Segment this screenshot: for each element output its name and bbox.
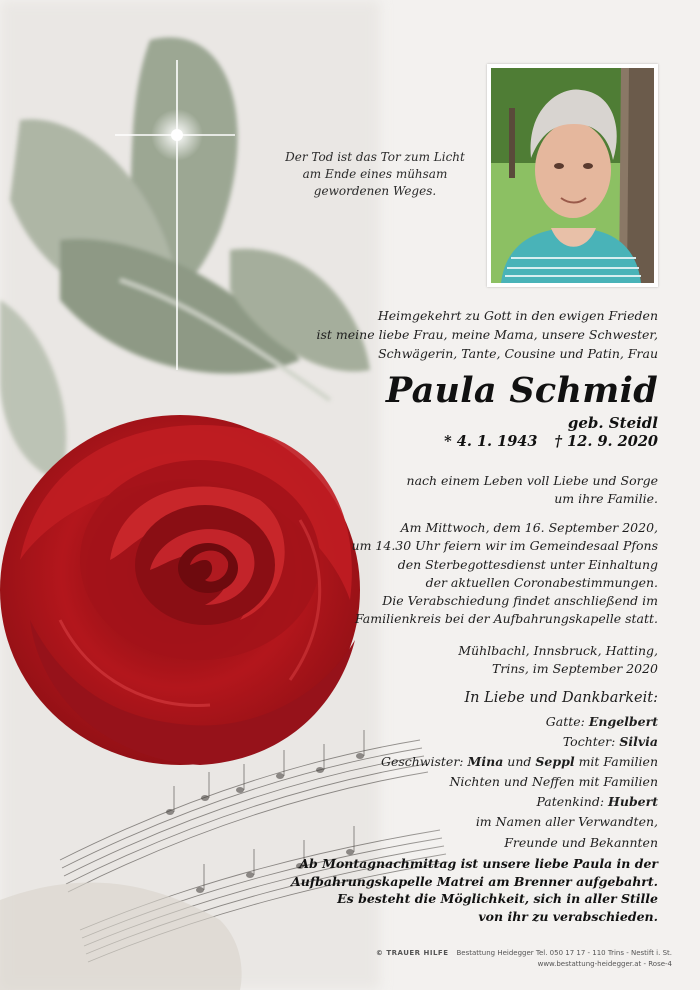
godchild-line bbox=[338, 792, 658, 812]
mourners-heading: In Liebe und Dankbarkeit: bbox=[464, 690, 658, 706]
service-details bbox=[328, 519, 658, 629]
place-line: Mühlbachl, Innsbruck, Hatting, bbox=[458, 643, 658, 658]
siblings-line bbox=[338, 752, 658, 772]
sibling-name: Mina bbox=[467, 754, 504, 770]
life-line: um ihre Familie. bbox=[554, 491, 658, 507]
notice-line: Es besteht die Möglichkeit, sich in aller Stille bbox=[337, 891, 658, 907]
notice-line: Aufbahrungskapelle Matrei am Brenner aufgebahrt. bbox=[291, 873, 658, 889]
service-line: um 14.30 Uhr feiern wir im Gemeindesaal Pfons bbox=[351, 538, 658, 554]
siblings-and: und bbox=[507, 754, 532, 770]
notice-line: von ihr zu verabschieden. bbox=[478, 908, 658, 924]
daughter-label: Tochter: bbox=[562, 734, 616, 750]
life-text bbox=[328, 472, 658, 509]
footer-contact: Bestattung Heidegger Tel. 050 17 17 - 110 Trins - Nestift i. St. bbox=[456, 949, 672, 957]
intro-line: Schwägerin, Tante, Cousine und Patin, Frau bbox=[378, 346, 658, 361]
service-line: Familienkreis bei der Aufbahrungskapelle statt. bbox=[354, 611, 658, 627]
spouse-line bbox=[338, 712, 658, 732]
intro-line: Heimgekehrt zu Gott in den ewigen Frieden bbox=[377, 308, 658, 323]
life-line: nach einem Leben voll Liebe und Sorge bbox=[406, 473, 658, 488]
footer-website[interactable]: www.bestattung-heidegger.at - Rose-4 bbox=[537, 960, 672, 968]
footer bbox=[376, 948, 672, 970]
relatives-line: im Namen aller Verwandten, bbox=[475, 814, 658, 830]
daughter-line bbox=[338, 732, 658, 752]
death-date: † 12. 9. 2020 bbox=[554, 433, 658, 450]
trauerhilfe-logo: © TRAUER HILFE bbox=[375, 949, 449, 957]
service-line: der aktuellen Coronabestimmungen. bbox=[425, 574, 658, 590]
quote-line: Der Tod ist das Tor zum Licht bbox=[285, 150, 465, 164]
quote bbox=[250, 149, 500, 200]
godchild-label: Patenkind: bbox=[536, 794, 605, 810]
quote-line: gewordenen Weges. bbox=[313, 184, 437, 198]
portrait-photo bbox=[487, 64, 658, 287]
quote-line: am Ende eines mühsam bbox=[302, 167, 448, 181]
deceased-name: Paula Schmid bbox=[385, 370, 658, 411]
siblings-label: Geschwister: bbox=[380, 754, 464, 770]
footer-line bbox=[376, 948, 672, 959]
godchild-name: Hubert bbox=[608, 794, 658, 810]
intro-text bbox=[298, 306, 658, 363]
service-line: den Sterbegottesdienst unter Einhaltung bbox=[397, 556, 658, 572]
siblings-suffix: mit Familien bbox=[578, 754, 658, 770]
birth-name: geb. Steidl bbox=[567, 414, 658, 432]
birth-date: * 4. 1. 1943 bbox=[444, 433, 538, 450]
life-dates bbox=[444, 433, 658, 450]
intro-line: ist meine liebe Frau, meine Mama, unsere Schwester, bbox=[316, 327, 658, 342]
nieces-line: Nichten und Neffen mit Familien bbox=[449, 774, 658, 790]
place-line: Trins, im September 2020 bbox=[492, 661, 658, 677]
place-date bbox=[328, 642, 658, 679]
daughter-name: Silvia bbox=[619, 734, 658, 750]
service-line: Am Mittwoch, dem 16. September 2020, bbox=[400, 520, 658, 535]
viewing-notice bbox=[238, 855, 658, 925]
service-line: Die Verabschiedung findet anschließend im bbox=[382, 593, 658, 609]
spouse-label: Gatte: bbox=[545, 714, 585, 729]
relatives-line: Freunde und Bekannten bbox=[504, 834, 658, 850]
sibling-name: Seppl bbox=[535, 754, 575, 770]
spouse-name: Engelbert bbox=[588, 714, 658, 729]
mourners-list bbox=[338, 712, 658, 853]
notice-line: Ab Montagnachmittag ist unsere liebe Paula in der bbox=[299, 856, 658, 871]
